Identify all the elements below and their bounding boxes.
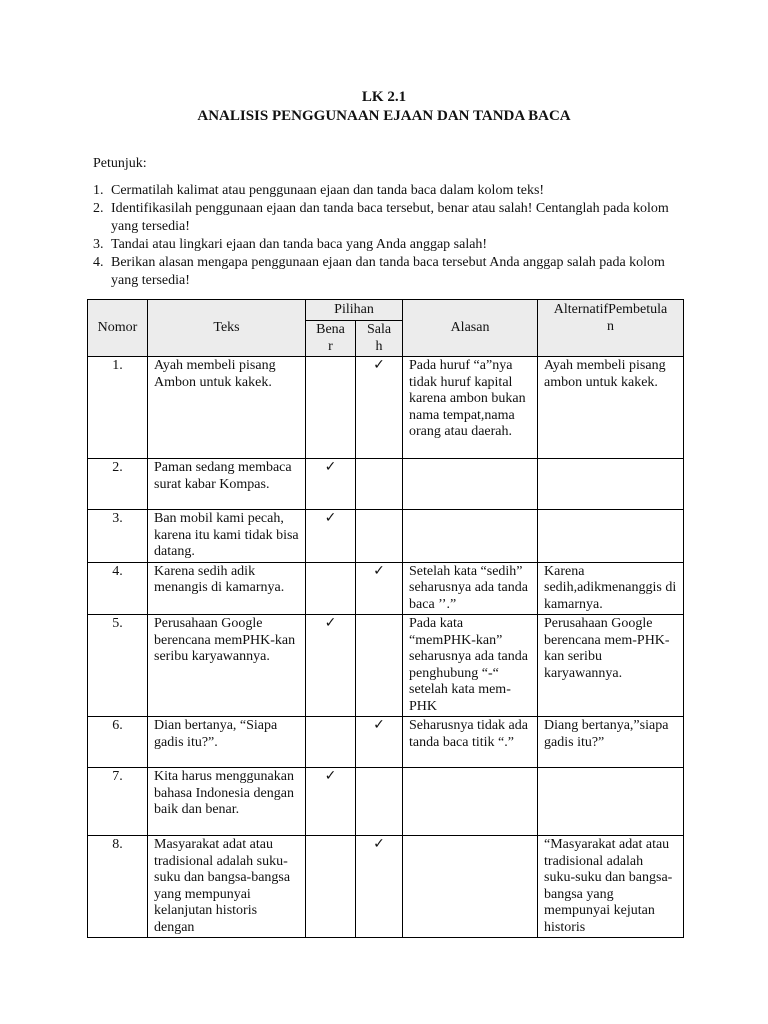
table-row	[88, 615, 684, 717]
alasan-cell: Setelah kata “sedih” seharusnya ada tanda baca ’’.”	[403, 562, 538, 615]
checkmark-icon: ✓	[373, 562, 385, 579]
alternatif-cell	[538, 459, 684, 510]
teks-cell: Dian bertanya, “Siapa gadis itu?”.	[148, 717, 306, 768]
alternatif-cell	[538, 768, 684, 836]
salah-cell	[356, 510, 403, 563]
teks-cell: Perusahaan Google berencana memPHK-kan seribu karyawannya.	[148, 615, 306, 717]
instruction-number: 2.	[93, 201, 104, 216]
alasan-cell: Pada huruf “a”nya tidak huruf kapital karena ambon bukan nama tempat,nama orang atau daerah.	[403, 357, 538, 459]
table-row	[88, 717, 684, 768]
header-benar: Bena r	[306, 321, 356, 357]
benar-cell	[306, 768, 356, 836]
checkmark-icon: ✓	[324, 459, 337, 475]
row-number-cell: 6.	[88, 717, 148, 768]
salah-cell	[356, 459, 403, 510]
teks-cell: Karena sedih adik menangis di kamarnya.	[148, 562, 306, 615]
checkmark-icon: ✓	[373, 836, 385, 852]
alasan-cell	[403, 459, 538, 510]
instructions-label: Petunjuk:	[93, 156, 147, 171]
table-row	[88, 357, 684, 459]
table-body	[88, 357, 684, 938]
table-row	[88, 836, 684, 938]
instruction-number: 1.	[93, 183, 104, 198]
benar-cell	[306, 717, 356, 768]
instruction-number: 4.	[93, 255, 104, 270]
header-salah: Sala h	[356, 321, 403, 357]
alasan-cell	[403, 836, 538, 938]
teks-cell: Ban mobil kami pecah, karena itu kami tidak bisa datang.	[148, 510, 306, 563]
header-nomor: Nomor	[88, 300, 148, 357]
benar-cell	[306, 510, 356, 563]
header-alternatif: AlternatifPembetula n	[538, 300, 684, 357]
table-row	[88, 510, 684, 563]
instruction-item	[93, 236, 693, 254]
instruction-item	[93, 200, 693, 236]
salah-cell	[356, 717, 403, 768]
alternatif-cell: Karena sedih,adikmenanggis di kamarnya.	[538, 562, 684, 615]
checkmark-icon: ✓	[373, 357, 385, 373]
teks-cell: Masyarakat adat atau tradisional adalah suku-suku dan bangsa-bangsa yang mempunyai kelanjutan historis dengan	[148, 836, 306, 938]
salah-cell	[356, 615, 403, 717]
salah-cell	[356, 836, 403, 938]
row-number-cell: 3.	[88, 510, 148, 563]
benar-cell	[306, 357, 356, 459]
row-number-cell: 1.	[88, 357, 148, 459]
worksheet-code: LK 2.1	[361, 89, 407, 105]
worksheet-title: ANALISIS PENGGUNAAN EJAAN DAN TANDA BACA	[197, 108, 571, 124]
instruction-item	[93, 182, 693, 200]
alternatif-cell: Perusahaan Google berencana mem-PHK-kan seribu karyawannya.	[538, 615, 684, 717]
row-number-cell: 8.	[88, 836, 148, 938]
instruction-number: 3.	[93, 237, 104, 252]
alasan-cell	[403, 510, 538, 563]
checkmark-icon: ✓	[373, 717, 385, 733]
salah-cell	[356, 562, 403, 615]
row-number-cell: 4.	[88, 562, 148, 615]
table-row	[88, 459, 684, 510]
salah-cell	[356, 357, 403, 459]
row-number-cell: 5.	[88, 615, 148, 717]
row-number-cell: 7.	[88, 768, 148, 836]
benar-cell	[306, 836, 356, 938]
header-alasan: Alasan	[403, 300, 538, 357]
teks-cell: Ayah membeli pisang Ambon untuk kakek.	[148, 357, 306, 459]
instruction-item	[93, 254, 693, 290]
analysis-table	[87, 299, 684, 938]
benar-cell	[306, 562, 356, 615]
alternatif-cell	[538, 510, 684, 563]
row-number-cell: 2.	[88, 459, 148, 510]
teks-cell: Paman sedang membaca surat kabar Kompas.	[148, 459, 306, 510]
benar-cell	[306, 459, 356, 510]
header-pilihan: Pilihan	[306, 300, 403, 321]
benar-cell	[306, 615, 356, 717]
table-row	[88, 562, 684, 615]
instruction-list	[93, 182, 693, 290]
checkmark-icon: ✓	[324, 768, 337, 784]
alternatif-cell: Ayah membeli pisang ambon untuk kakek.	[538, 357, 684, 459]
alasan-cell: Pada kata “memPHK-kan” seharusnya ada tanda penghubung “-“ setelah kata mem-PHK	[403, 615, 538, 717]
salah-cell	[356, 768, 403, 836]
table-row	[88, 768, 684, 836]
alternatif-cell: Diang bertanya,”siapa gadis itu?”	[538, 717, 684, 768]
instruction-text: Berikan alasan mengapa penggunaan ejaan dan tanda baca tersebut Anda anggap salah pada kolom yang tersedia!	[111, 255, 665, 288]
teks-cell: Kita harus menggunakan bahasa Indonesia dengan baik dan benar.	[148, 768, 306, 836]
instruction-text: Tandai atau lingkari ejaan dan tanda baca yang Anda anggap salah!	[111, 237, 488, 252]
header-teks: Teks	[148, 300, 306, 357]
alasan-cell: Seharusnya tidak ada tanda baca titik “.”	[403, 717, 538, 768]
alternatif-cell: “Masyarakat adat atau tradisional adalah suku-suku dan bangsa-bangsa yang mempunyai kejutan historis	[538, 836, 684, 938]
alasan-cell	[403, 768, 538, 836]
checkmark-icon: ✓	[324, 510, 337, 526]
instruction-text: Cermatilah kalimat atau penggunaan ejaan dan tanda baca dalam kolom teks!	[111, 183, 545, 198]
instruction-text: Identifikasilah penggunaan ejaan dan tanda baca tersebut, benar atau salah! Centanglah pada kolom yang tersedia!	[111, 201, 669, 234]
checkmark-icon: ✓	[324, 615, 337, 631]
